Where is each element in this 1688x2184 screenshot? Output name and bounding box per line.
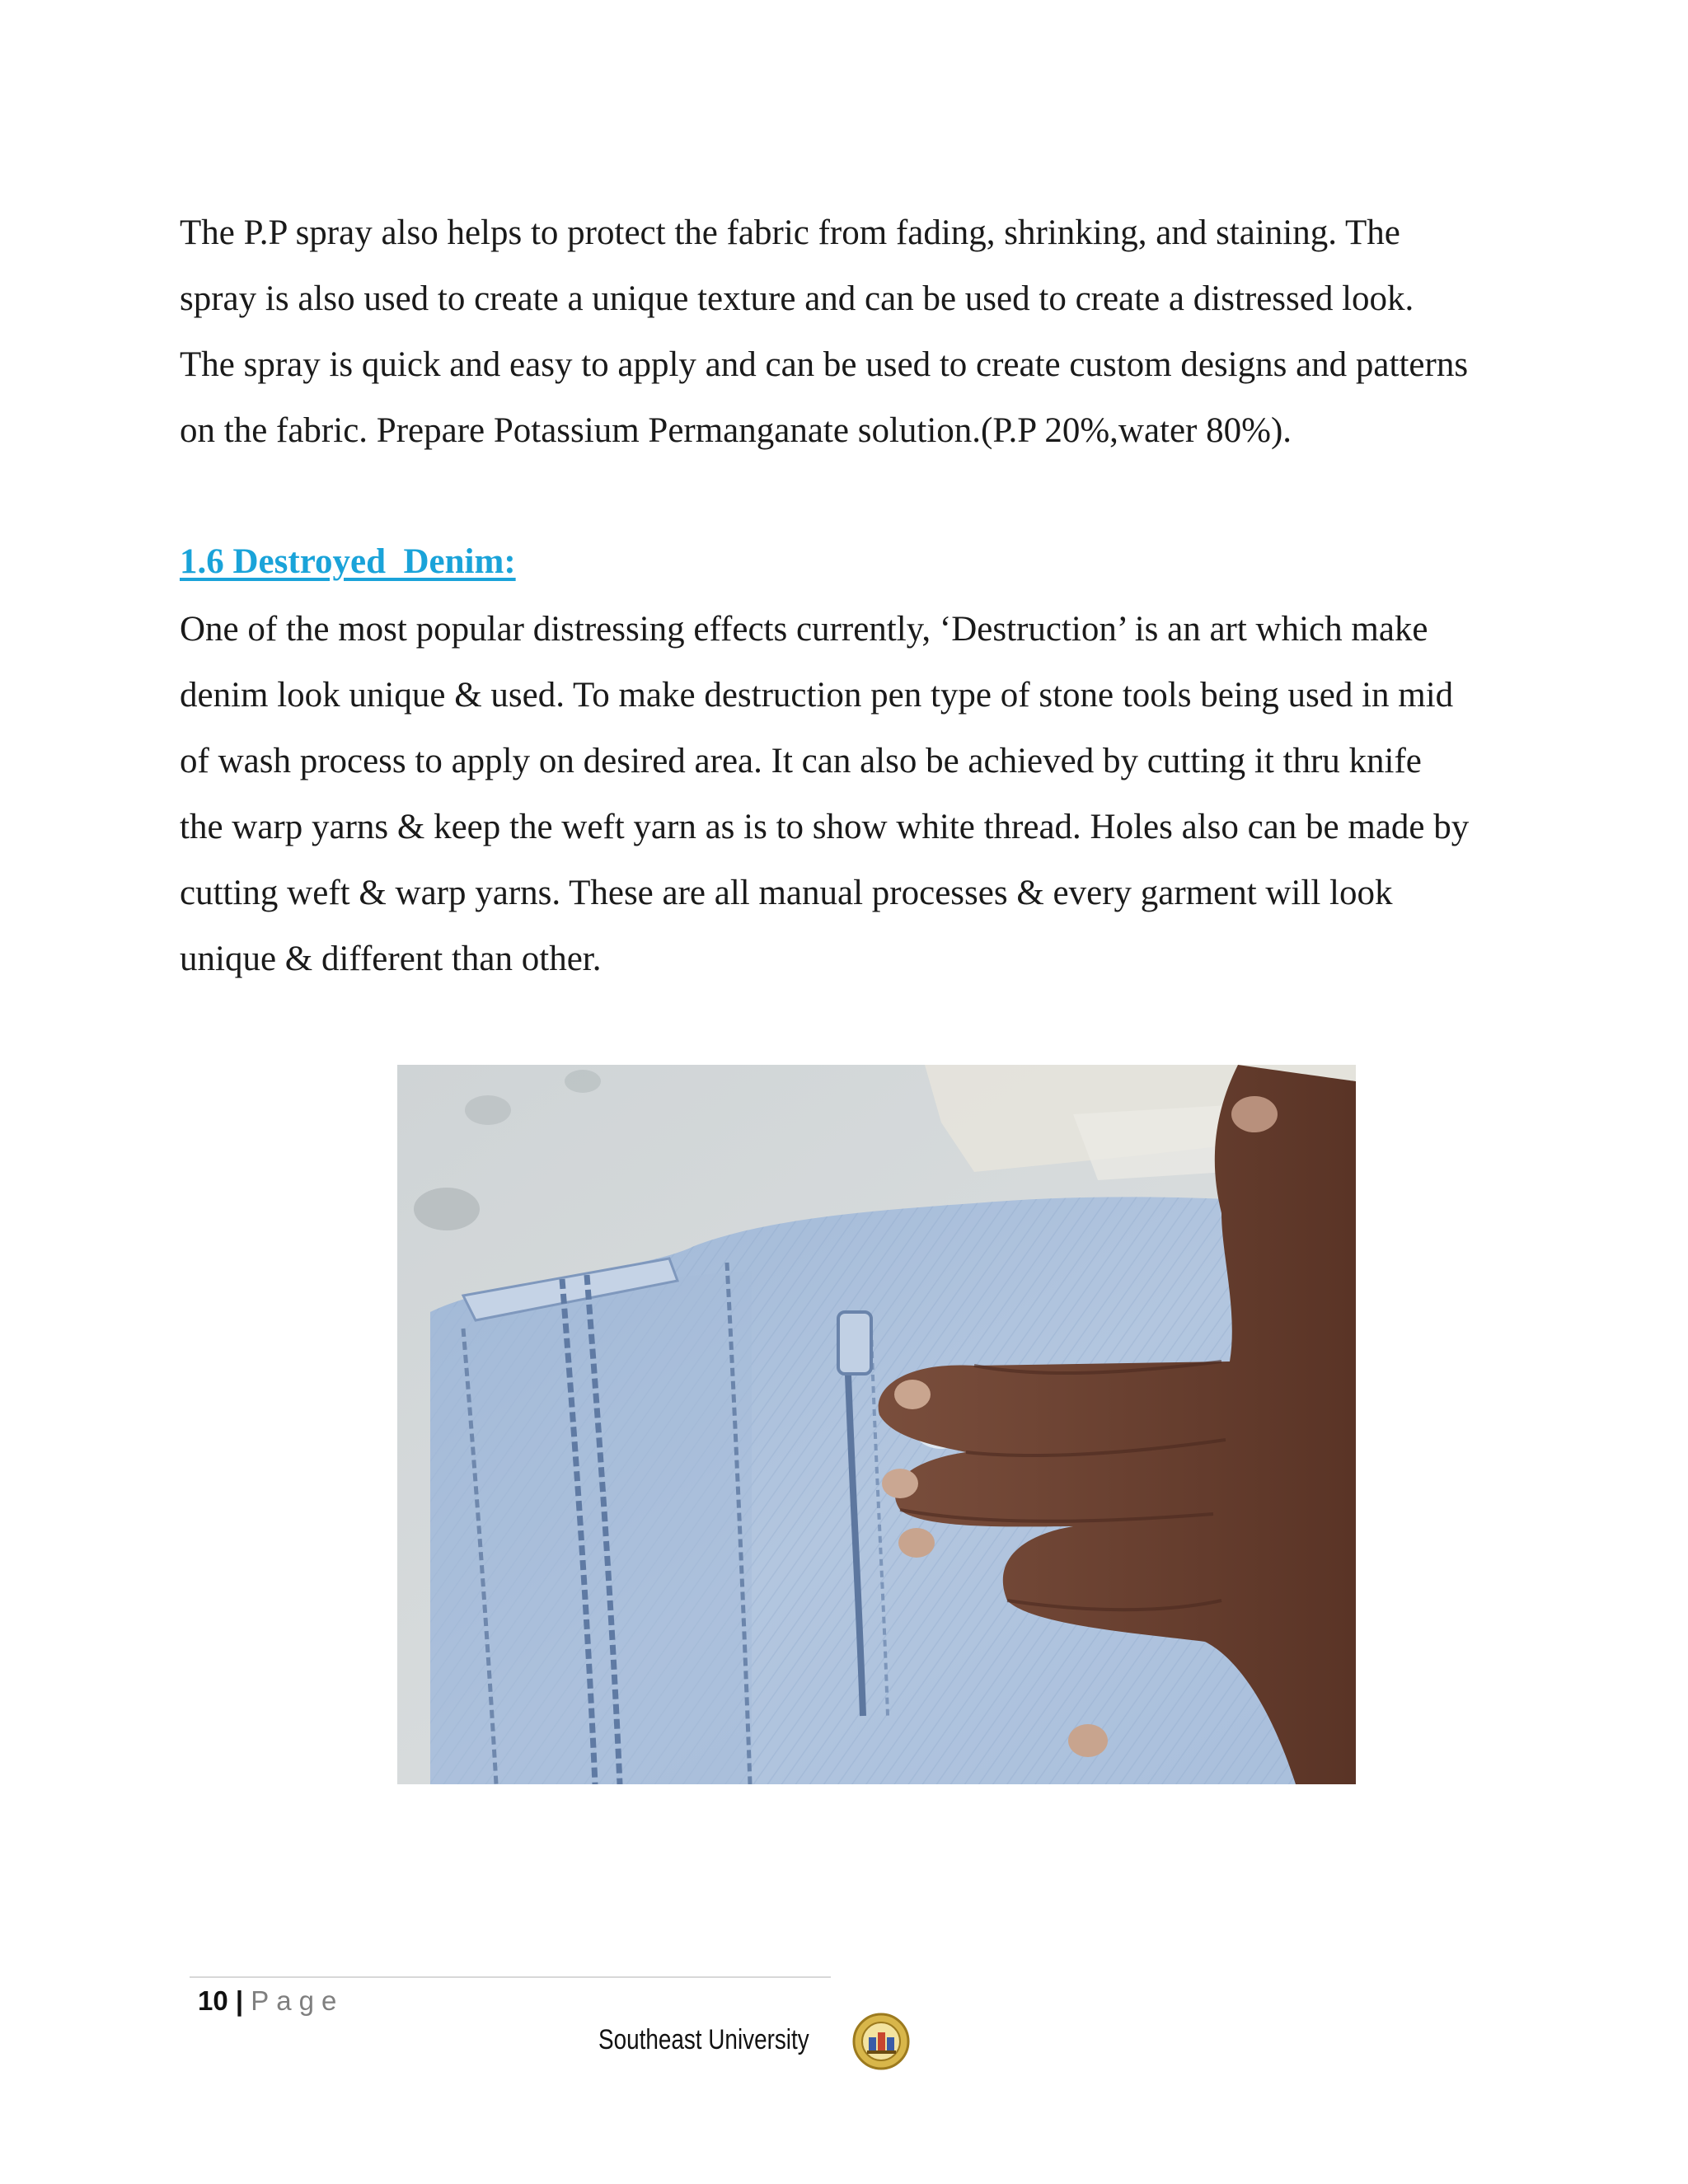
paragraph-line: One of the most popular distressing effects currently, ‘Destruction’ is an art which make bbox=[180, 610, 1428, 649]
paragraph-line: on the fabric. Prepare Potassium Permanganate solution.(P.P 20%,water 80%). bbox=[180, 411, 1292, 450]
page-label: Page bbox=[251, 1985, 345, 2016]
paragraph-line: the warp yarns & keep the weft yarn as is to show white thread. Holes also can be made by bbox=[180, 808, 1470, 846]
paragraph-pp-spray bbox=[180, 200, 1581, 464]
paragraph-line: The spray is quick and easy to apply and can be used to create custom designs and patterns bbox=[180, 345, 1469, 384]
university-seal-icon bbox=[852, 2013, 910, 2070]
section-heading: 1.6 Destroyed Denim: bbox=[180, 542, 516, 581]
paragraph-destroyed-denim bbox=[180, 597, 1581, 992]
page-number bbox=[198, 1982, 344, 2020]
paragraph-line: spray is also used to create a unique texture and can be used to create a distressed look. bbox=[180, 279, 1414, 318]
page-number-value: 10 bbox=[198, 1985, 228, 2016]
destroyed-denim-photo bbox=[397, 1065, 1356, 1784]
photo-illustration bbox=[397, 1065, 1356, 1784]
page-number-separator: | bbox=[227, 1985, 251, 2016]
footer-divider bbox=[190, 1976, 831, 1978]
paragraph-line: denim look unique & used. To make destruction pen type of stone tools being used in mid bbox=[180, 676, 1454, 715]
footer-university-name: Southeast University bbox=[598, 2024, 809, 2055]
paragraph-line: of wash process to apply on desired area. It can also be achieved by cutting it thru knife bbox=[180, 742, 1422, 780]
paragraph-line: The P.P spray also helps to protect the fabric from fading, shrinking, and staining. The bbox=[180, 213, 1400, 252]
paragraph-line: cutting weft & warp yarns. These are all manual processes & every garment will look bbox=[180, 874, 1393, 912]
paragraph-line: unique & different than other. bbox=[180, 940, 602, 978]
